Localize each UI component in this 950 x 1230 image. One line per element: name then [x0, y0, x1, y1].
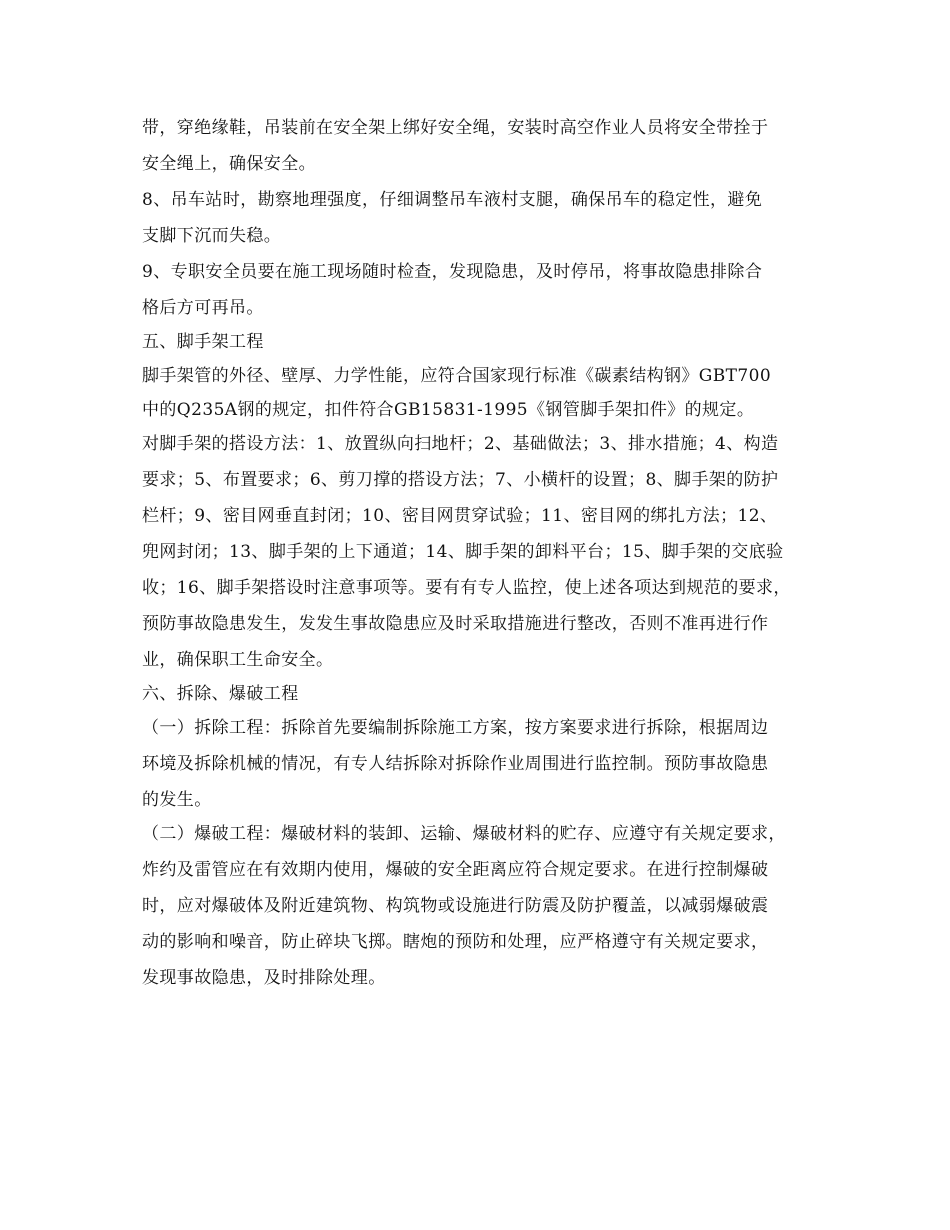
text-line: 对脚手架的搭设方法：1、放置纵向扫地杆；2、基础做法；3、排水措施；4、构造	[142, 434, 779, 454]
text-line: 中的Q235A钢的规定，扣件符合GB15831-1995《钢管脚手架扣件》的规定。	[142, 400, 755, 420]
text-line: （二）爆破工程：爆破材料的装卸、运输、爆破材料的贮存、应遵守有关规定要求，	[142, 824, 786, 844]
text-line: 格后方可再吊。	[142, 298, 264, 318]
text-line: 带，穿绝缘鞋，吊装前在安全架上绑好安全绳，安装时高空作业人员将安全带拴于	[142, 118, 769, 138]
text-line: 要求；5、布置要求；6、剪刀撑的搭设方法；7、小横杆的设置；8、脚手架的防护	[142, 470, 779, 490]
text-line: 脚手架管的外径、壁厚、力学性能，应符合国家现行标准《碳素结构钢》GBT700	[142, 366, 772, 386]
text-line: 的发生。	[142, 790, 212, 810]
text-line: 时，应对爆破体及附近建筑物、构筑物或设施进行防震及防护覆盖，以减弱爆破震	[142, 896, 769, 916]
text-line: 业，确保职工生命安全。	[142, 650, 334, 670]
text-line: 8、吊车站时，勘察地理强度，仔细调整吊车液村支腿，确保吊车的稳定性，避免	[142, 190, 763, 210]
text-line: 预防事故隐患发生，发发生事故隐患应及时采取措施进行整改，否则不准再进行作	[142, 614, 769, 634]
text-line: 安全绳上，确保安全。	[142, 154, 316, 174]
text-line: 支脚下沉而失稳。	[142, 226, 282, 246]
text-line: 栏杆；9、密目网垂直封闭；10、密目网贯穿试验；11、密目网的绑扎方法；12、	[142, 506, 778, 526]
text-line: 9、专职安全员要在施工现场随时检查，发现隐患，及时停吊，将事故隐患排除合	[142, 262, 763, 282]
text-line: （一）拆除工程：拆除首先要编制拆除施工方案，按方案要求进行拆除，根据周边	[142, 718, 769, 738]
section-heading: 六、拆除、爆破工程	[142, 684, 299, 704]
text-line: 动的影响和噪音，防止碎块飞掷。瞎炮的预防和处理，应严格遵守有关规定要求，	[142, 932, 769, 952]
text-line: 收；16、脚手架搭设时注意事项等。要有有专人监控，使上述各项达到规范的要求，	[142, 578, 791, 598]
text-line: 环境及拆除机械的情况，有专人结拆除对拆除作业周围进行监控制。预防事故隐患	[142, 754, 769, 774]
text-line: 兜网封闭；13、脚手架的上下通道；14、脚手架的卸料平台；15、脚手架的交底验	[142, 542, 784, 562]
section-heading: 五、脚手架工程	[142, 332, 264, 352]
text-line: 炸约及雷管应在有效期内使用，爆破的安全距离应符合规定要求。在进行控制爆破	[142, 860, 769, 880]
text-line: 发现事故隐患，及时排除处理。	[142, 968, 386, 988]
